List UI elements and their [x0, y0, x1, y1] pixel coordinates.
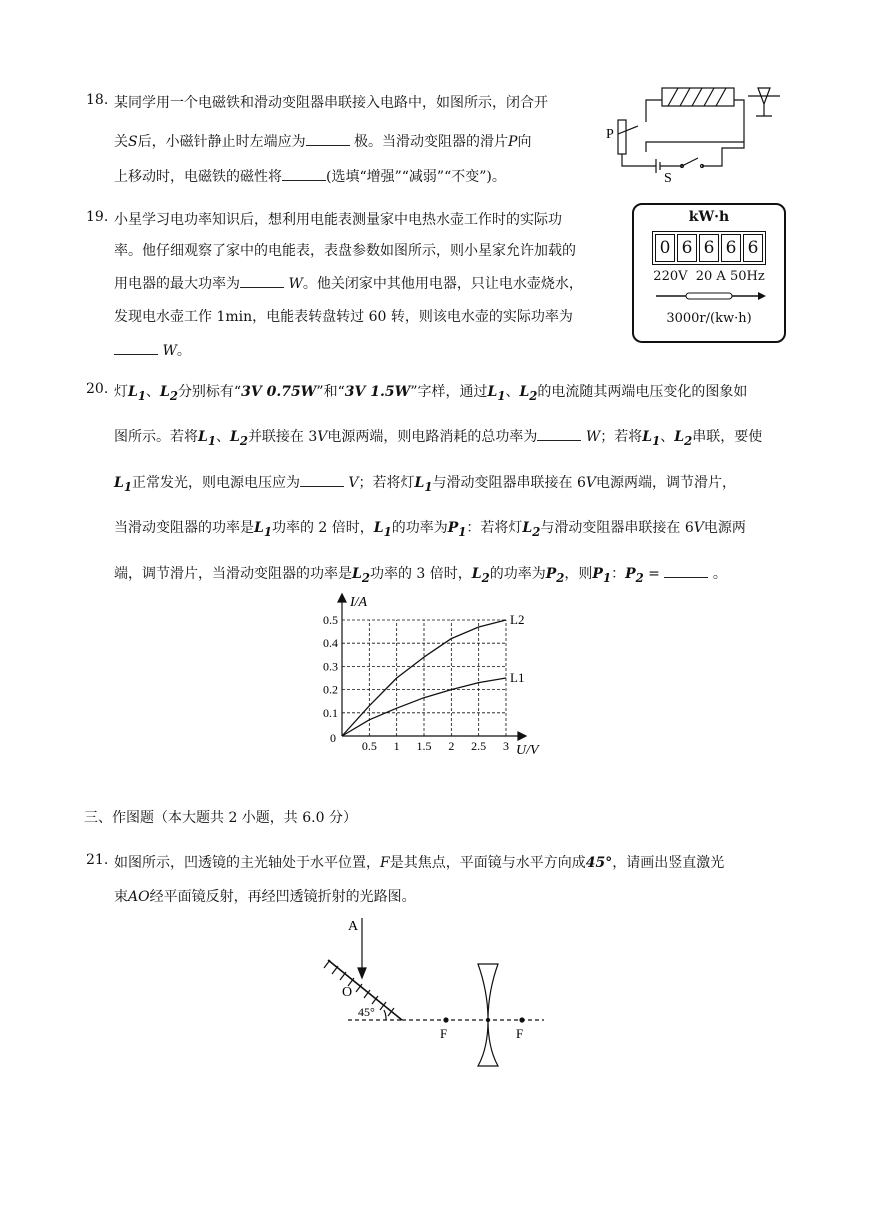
q18-line-3: 上移动时，电磁铁的磁性将 (选填“增强”“减弱”“不变”)。 [114, 166, 506, 186]
q20-line-3: $L_1$正常发光，则电源电压应为 V；若将灯$L_1$与滑动变阻器串联接在 6V电源两端，调节滑片， [114, 472, 736, 494]
label-f-left: F [440, 1026, 448, 1041]
q19-line-4: 发现电水壶工作 1min，电能表转盘转过 60 转，则该电水壶的实际功率为 [114, 309, 573, 325]
q21-optics-figure [318, 912, 548, 1072]
q20-line-1: 灯$L_1$、$L_2$分别标有“3V 0.75W”和“3V 1.5W”字样，通过$L_1$、$L_2$的电流随其两端电压变化的图象如 [114, 384, 748, 403]
series-label-l1: L1 [510, 670, 525, 685]
meter-digits [652, 231, 766, 265]
q19-blank-1[interactable] [240, 273, 284, 288]
y-tick-label: 0.4 [323, 636, 338, 651]
x-axis-label: U/V [516, 743, 539, 758]
q20-line-2: 图所示。若将$L_1$、$L_2$并联接在 3V电源两端，则电路消耗的总功率为 W；若将$L_1$、$L_2$串联，要使 [114, 426, 762, 448]
y-tick-label: 0.2 [323, 682, 338, 697]
meter-unit: kW·h [688, 209, 730, 225]
q18-label-s: S [664, 171, 672, 182]
iu-chart [320, 590, 550, 760]
q18-blank-1[interactable] [306, 131, 350, 146]
x-tick-label: 2 [448, 739, 455, 753]
meter-rev: 3000r/(kw·h) [666, 311, 752, 326]
x-tick-label: 0.5 [361, 739, 377, 753]
q19-line-1: 小星学习电功率知识后，想利用电能表测量家中电热水壶工作时的实际功 [114, 212, 562, 228]
q19-line-5: W。 [114, 340, 191, 360]
q18-label-p: P [606, 127, 614, 142]
electric-meter [632, 203, 786, 343]
q19-number: 19. [86, 209, 109, 225]
y-tick-label: 0.3 [323, 659, 338, 674]
section-3-heading: 三、作图题（本大题共 2 小题，共 6.0 分） [84, 810, 357, 826]
meter-digit: 6 [743, 234, 763, 262]
q19-line-3: 用电器的最大功率为 W。他关闭家中其他用电器，只让电水壶烧水， [114, 273, 583, 293]
q21-line-1: 如图所示，凹透镜的主光轴处于水平位置，F是其焦点，平面镜与水平方向成45°，请画出竖直激光 [114, 855, 725, 871]
series-line-l1 [342, 678, 506, 736]
q21-line-2: 束AO经平面镜反射，再经凹透镜折射的光路图。 [114, 889, 416, 905]
q18-line-1: 某同学用一个电磁铁和滑动变阻器串联接入电路中，如图所示，闭合开 [114, 95, 548, 111]
q20-line-5: 端，调节滑片，当滑动变阻器的功率是$L_2$功率的 3 倍时，$L_2$的功率为$P_2$，则$P_1$：$P_2$ = 。 [114, 563, 727, 585]
origin-label: 0 [330, 731, 336, 745]
label-angle: 45° [358, 1005, 375, 1019]
y-tick-label: 0.1 [323, 705, 338, 720]
q18-number: 18. [86, 92, 109, 108]
chart-axes [338, 594, 526, 740]
meter-disc-arrow [654, 289, 766, 303]
q20-line-4: 当滑动变阻器的功率是$L_1$功率的 2 倍时，$L_1$的功率为$P_1$：若将灯$L_2$与滑动变阻器串联接在 6V电源两 [114, 520, 746, 539]
series-label-l2: L2 [510, 612, 525, 627]
meter-spec: 220V 20 A 50Hz [653, 269, 765, 284]
chart-grid [342, 620, 506, 736]
meter-digit: 6 [677, 234, 697, 262]
x-tick-label: 1.5 [416, 739, 432, 753]
q20-blank-2[interactable] [300, 472, 344, 487]
q19-blank-2[interactable] [114, 340, 158, 355]
q21-number: 21. [86, 852, 109, 868]
q18-circuit-figure [598, 82, 788, 182]
label-o: O [342, 985, 353, 1000]
q18-line-2: 关S后，小磁针静止时左端应为 极。当滑动变阻器的滑片P向 [114, 131, 531, 151]
x-tick-label: 3 [503, 739, 509, 753]
meter-digit: 0 [655, 234, 675, 262]
x-tick-label: 2.5 [471, 739, 487, 753]
label-a: A [348, 919, 359, 934]
q20-number: 20. [86, 381, 109, 397]
y-axis-label: I/A [350, 595, 368, 610]
x-tick-label: 1 [393, 739, 400, 753]
q18-blank-2[interactable] [282, 166, 326, 181]
q20-blank-3[interactable] [664, 563, 708, 578]
meter-digit: 6 [699, 234, 719, 262]
q20-blank-1[interactable] [537, 426, 581, 441]
q19-line-2: 率。他仔细观察了家中的电能表，表盘参数如图所示，则小星家允许加载的 [114, 243, 576, 259]
y-tick-label: 0.5 [323, 613, 338, 627]
label-f-right: F [516, 1026, 524, 1041]
meter-digit: 6 [721, 234, 741, 262]
